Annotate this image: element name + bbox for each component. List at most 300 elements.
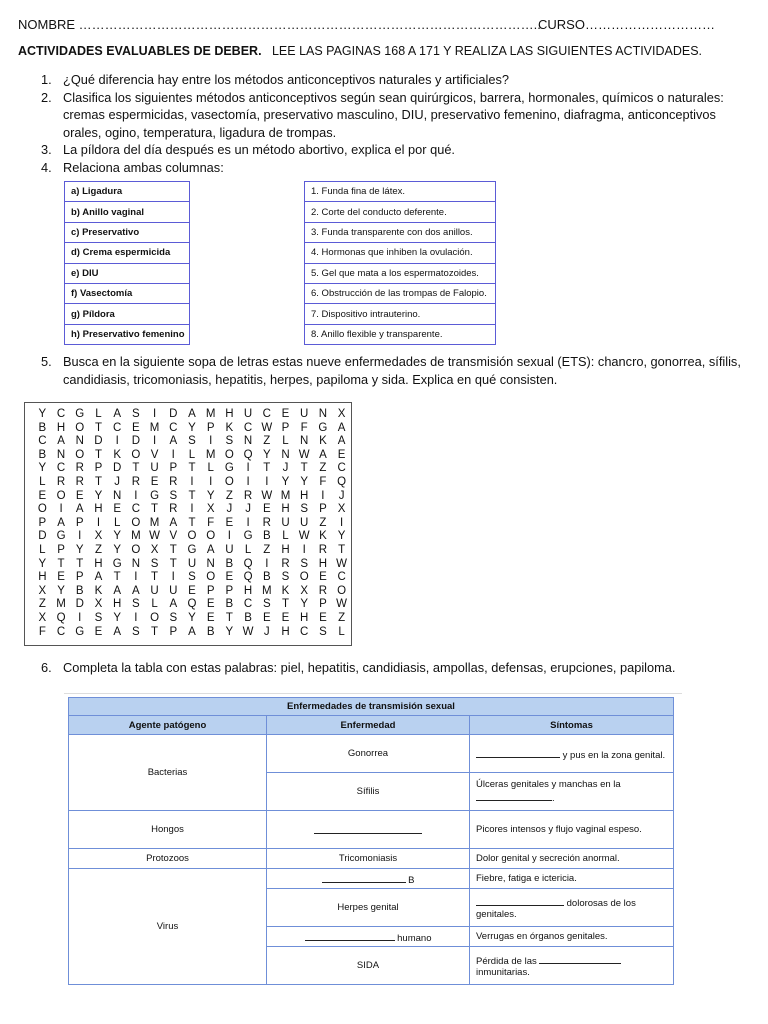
grid-letter[interactable]: I (59, 503, 63, 516)
grid-letter[interactable]: N (318, 408, 328, 420)
grid-letter[interactable]: H (318, 557, 328, 570)
grid-letter[interactable]: T (57, 557, 65, 570)
grid-letter[interactable]: L (39, 475, 46, 488)
grid-letter[interactable]: B (244, 611, 252, 624)
grid-letter[interactable]: M (131, 530, 141, 543)
grid-letter[interactable]: C (169, 421, 178, 434)
grid-letter[interactable]: G (187, 543, 197, 556)
grid-letter[interactable]: T (151, 571, 159, 584)
answer-blank[interactable] (322, 872, 406, 883)
grid-letter[interactable]: G (112, 557, 122, 570)
grid-letter[interactable]: J (338, 489, 345, 502)
grid-letter[interactable]: O (150, 611, 160, 624)
grid-letter[interactable]: T (300, 462, 308, 475)
grid-letter[interactable]: H (300, 489, 309, 502)
grid-letter[interactable]: I (246, 516, 250, 529)
grid-letter[interactable]: Z (319, 462, 327, 475)
grid-letter[interactable]: Q (243, 448, 253, 461)
grid-letter[interactable]: A (57, 435, 65, 448)
grid-letter[interactable]: Y (225, 625, 234, 638)
grid-letter[interactable]: G (75, 408, 85, 420)
grid-letter[interactable]: O (75, 448, 85, 461)
grid-letter[interactable]: Y (94, 489, 103, 502)
grid-letter[interactable]: Y (75, 543, 84, 556)
grid-letter[interactable]: B (38, 421, 47, 434)
grid-letter[interactable]: P (38, 516, 47, 529)
grid-letter[interactable]: D (75, 598, 84, 611)
grid-letter[interactable]: I (209, 475, 213, 488)
grid-letter[interactable]: T (151, 503, 159, 516)
grid-letter[interactable]: S (225, 435, 234, 448)
grid-letter[interactable]: R (281, 557, 290, 570)
grid-letter[interactable]: P (75, 571, 84, 584)
grid-letter[interactable]: X (94, 598, 103, 611)
grid-letter[interactable]: I (265, 557, 269, 570)
grid-letter[interactable]: O (224, 475, 234, 488)
grid-letter[interactable]: R (75, 462, 84, 475)
grid-letter[interactable]: I (134, 611, 138, 624)
grid-letter[interactable]: A (113, 625, 121, 638)
grid-letter[interactable]: O (56, 489, 66, 502)
grid-letter[interactable]: U (243, 408, 253, 420)
grid-letter[interactable]: E (132, 421, 140, 434)
grid-letter[interactable]: S (150, 557, 159, 570)
grid-letter[interactable]: U (300, 408, 309, 420)
grid-letter[interactable]: E (262, 611, 271, 624)
grid-letter[interactable]: M (149, 421, 160, 434)
grid-letter[interactable]: C (56, 625, 66, 638)
grid-letter[interactable]: Y (300, 598, 309, 611)
grid-letter[interactable]: O (299, 571, 309, 584)
grid-letter[interactable]: I (78, 611, 82, 624)
grid-letter[interactable]: Y (113, 543, 121, 556)
grid-letter[interactable]: W (261, 421, 273, 434)
grid-letter[interactable]: E (57, 571, 65, 584)
grid-letter[interactable]: J (245, 503, 251, 516)
grid-letter[interactable]: R (75, 475, 84, 488)
grid-letter[interactable]: Z (38, 598, 46, 611)
grid-letter[interactable]: H (281, 503, 290, 516)
grid-letter[interactable]: S (132, 625, 140, 638)
grid-letter[interactable]: B (262, 571, 271, 584)
grid-letter[interactable]: G (150, 489, 160, 502)
grid-letter[interactable]: W (149, 530, 160, 543)
grid-letter[interactable]: O (37, 503, 47, 516)
grid-letter[interactable]: V (169, 530, 178, 543)
grid-letter[interactable]: Z (338, 611, 346, 624)
grid-letter[interactable]: Y (38, 462, 47, 475)
grid-letter[interactable]: P (57, 543, 65, 556)
grid-letter[interactable]: F (207, 516, 215, 529)
grid-letter[interactable]: A (169, 598, 178, 611)
grid-letter[interactable]: F (38, 625, 46, 638)
grid-letter[interactable]: K (113, 448, 121, 461)
grid-letter[interactable]: T (151, 625, 159, 638)
grid-letter[interactable]: F (300, 421, 308, 434)
grid-letter[interactable]: N (75, 435, 84, 448)
grid-letter[interactable]: M (56, 598, 66, 611)
word-search-row (33, 476, 351, 490)
grid-letter[interactable]: W (298, 530, 310, 543)
grid-letter[interactable]: G (224, 462, 234, 475)
grid-letter[interactable]: H (94, 557, 103, 570)
grid-letter[interactable]: V (150, 448, 159, 461)
grid-letter[interactable]: O (206, 571, 216, 584)
grid-letter[interactable]: D (169, 408, 178, 420)
grid-letter[interactable]: M (261, 584, 272, 597)
grid-letter[interactable]: M (205, 448, 216, 461)
grid-letter[interactable]: I (227, 530, 231, 543)
grid-letter[interactable]: K (319, 530, 327, 543)
grid-letter[interactable]: I (115, 435, 119, 448)
grid-letter[interactable]: Q (243, 571, 253, 584)
grid-letter[interactable]: I (246, 475, 250, 488)
grid-letter[interactable]: T (169, 557, 177, 570)
grid-letter[interactable]: P (225, 584, 234, 597)
grid-letter[interactable]: U (169, 584, 178, 597)
grid-letter[interactable]: Q (56, 611, 66, 624)
grid-letter[interactable]: Z (319, 516, 327, 529)
answer-blank[interactable] (476, 895, 564, 906)
grid-letter[interactable]: R (243, 489, 253, 502)
grid-letter[interactable]: A (169, 435, 178, 448)
grid-letter[interactable]: L (282, 435, 289, 448)
grid-letter[interactable]: U (150, 462, 159, 475)
grid-letter[interactable]: Y (113, 530, 121, 543)
grid-letter[interactable]: T (263, 462, 271, 475)
grid-letter[interactable]: Z (225, 489, 233, 502)
grid-letter[interactable]: B (38, 448, 47, 461)
grid-letter[interactable]: A (113, 584, 121, 597)
grid-letter[interactable]: Y (300, 475, 309, 488)
grid-letter[interactable]: A (169, 516, 178, 529)
grid-letter[interactable]: Z (94, 543, 102, 556)
grid-letter[interactable]: U (225, 543, 234, 556)
grid-letter[interactable]: J (114, 475, 121, 488)
grid-letter[interactable]: N (56, 448, 66, 461)
grid-letter[interactable]: Z (263, 543, 271, 556)
grid-letter[interactable]: C (113, 421, 122, 434)
grid-letter[interactable]: Y (38, 557, 47, 570)
grid-letter[interactable]: S (188, 571, 196, 584)
grid-letter[interactable]: S (319, 625, 327, 638)
grid-letter[interactable]: S (262, 598, 271, 611)
grid-letter[interactable]: J (263, 625, 270, 638)
question-text: La píldora del día después es un método abortivo, explica el por qué. (63, 142, 455, 157)
grid-letter[interactable]: D (38, 530, 47, 543)
grid-letter[interactable]: P (94, 462, 103, 475)
grid-letter[interactable]: E (188, 584, 196, 597)
grid-letter[interactable]: S (132, 408, 140, 420)
grid-letter[interactable]: H (225, 408, 234, 420)
grid-letter[interactable]: T (281, 598, 289, 611)
grid-letter[interactable]: I (190, 475, 194, 488)
grid-letter[interactable]: E (38, 489, 47, 502)
grid-letter[interactable]: A (113, 408, 121, 420)
grid-letter[interactable]: C (56, 462, 66, 475)
grid-letter[interactable]: B (206, 625, 215, 638)
grid-letter[interactable]: O (131, 516, 141, 529)
grid-letter[interactable]: T (225, 611, 233, 624)
grid-letter[interactable]: O (131, 543, 141, 556)
grid-letter[interactable]: E (150, 475, 159, 488)
answer-blank[interactable] (314, 823, 422, 834)
grid-letter[interactable]: Q (243, 557, 253, 570)
grid-letter[interactable]: P (169, 625, 178, 638)
answer-blank[interactable] (305, 930, 395, 941)
grid-letter[interactable]: M (149, 516, 160, 529)
grid-letter[interactable]: T (188, 489, 196, 502)
grid-letter[interactable]: C (243, 598, 253, 611)
grid-letter[interactable]: A (132, 584, 140, 597)
grid-letter[interactable]: L (95, 408, 102, 420)
grid-letter[interactable]: S (94, 611, 103, 624)
grid-letter[interactable]: X (38, 584, 47, 597)
grid-letter[interactable]: L (113, 516, 121, 529)
grid-letter[interactable]: L (282, 530, 289, 543)
grid-letter[interactable]: J (282, 462, 289, 475)
grid-letter[interactable]: Y (281, 475, 290, 488)
grid-letter[interactable]: E (113, 503, 121, 516)
grid-letter[interactable]: I (340, 516, 344, 529)
grid-letter[interactable]: S (281, 571, 290, 584)
grid-letter[interactable]: R (262, 516, 271, 529)
grid-letter[interactable]: D (94, 435, 103, 448)
grid-letter[interactable]: S (132, 598, 140, 611)
agent-bacterias: Bacterias (69, 735, 267, 811)
grid-letter[interactable]: K (319, 435, 327, 448)
grid-letter[interactable]: W (242, 625, 254, 638)
grid-letter[interactable]: B (262, 530, 271, 543)
grid-letter[interactable]: R (56, 475, 66, 488)
grid-letter[interactable]: U (187, 557, 197, 570)
grid-letter[interactable]: I (96, 516, 101, 529)
grid-letter[interactable]: E (337, 448, 346, 461)
grid-letter[interactable]: C (56, 408, 66, 420)
answer-blank[interactable] (476, 747, 560, 758)
grid-letter[interactable]: C (38, 435, 47, 448)
grid-letter[interactable]: I (321, 489, 325, 502)
grid-letter[interactable]: I (190, 503, 194, 516)
grid-letter[interactable]: L (207, 462, 214, 475)
grid-letter[interactable]: D (131, 435, 141, 448)
grid-letter[interactable]: E (281, 611, 290, 624)
grid-letter[interactable]: G (75, 625, 85, 638)
grid-letter[interactable]: H (243, 584, 253, 597)
grid-letter[interactable]: T (338, 543, 346, 556)
grid-letter[interactable]: Z (263, 435, 271, 448)
grid-letter[interactable]: Y (262, 448, 271, 461)
grid-letter[interactable]: R (131, 475, 141, 488)
grid-letter[interactable]: H (113, 598, 122, 611)
grid-letter[interactable]: I (171, 448, 175, 461)
grid-letter[interactable]: T (188, 516, 196, 529)
grid-letter[interactable]: T (132, 462, 140, 475)
grid-letter[interactable]: Q (337, 475, 347, 488)
grid-letter[interactable]: L (39, 543, 46, 556)
grid-letter[interactable]: S (169, 489, 178, 502)
grid-letter[interactable]: B (225, 598, 234, 611)
grid-letter[interactable]: K (94, 584, 103, 597)
grid-letter[interactable]: S (169, 611, 178, 624)
grid-letter[interactable]: E (319, 611, 327, 624)
grid-letter[interactable]: A (337, 421, 346, 434)
grid-letter[interactable]: H (56, 421, 66, 434)
grid-letter[interactable]: N (206, 557, 215, 570)
grid-letter[interactable]: P (319, 598, 327, 611)
grid-letter[interactable]: N (131, 557, 141, 570)
grid-letter[interactable]: A (94, 571, 103, 584)
grid-letter[interactable]: S (300, 503, 309, 516)
grid-letter[interactable]: L (244, 543, 252, 556)
grid-letter[interactable]: W (261, 489, 273, 502)
grid-letter[interactable]: X (337, 408, 346, 420)
grid-letter[interactable]: C (262, 408, 271, 420)
grid-letter[interactable]: W (298, 448, 310, 461)
grid-letter[interactable]: I (209, 435, 213, 448)
grid-letter[interactable]: C (300, 625, 309, 638)
grid-letter[interactable]: R (169, 503, 178, 516)
grid-letter[interactable]: E (206, 598, 215, 611)
grid-letter[interactable]: A (75, 503, 84, 516)
grid-letter[interactable]: G (243, 530, 253, 543)
grid-letter[interactable]: A (337, 435, 346, 448)
grid-letter[interactable]: T (113, 571, 121, 584)
grid-letter[interactable]: I (152, 408, 157, 420)
grid-letter[interactable]: W (336, 598, 348, 611)
grid-letter[interactable]: P (281, 421, 290, 434)
grid-letter[interactable]: G (56, 530, 66, 543)
grid-letter[interactable]: A (57, 516, 65, 529)
grid-letter[interactable]: T (169, 543, 177, 556)
grid-letter[interactable]: Y (188, 611, 196, 624)
grid-letter[interactable]: Y (113, 611, 121, 624)
grid-letter[interactable]: C (131, 503, 141, 516)
grid-letter[interactable]: E (225, 516, 234, 529)
grid-letter[interactable]: O (337, 584, 347, 597)
grid-letter[interactable]: H (300, 611, 309, 624)
grid-letter[interactable]: C (337, 462, 346, 475)
grid-letter[interactable]: P (75, 516, 84, 529)
grid-letter[interactable]: D (113, 462, 122, 475)
grid-letter[interactable]: E (206, 611, 215, 624)
grid-letter[interactable]: X (150, 543, 159, 556)
grid-letter[interactable]: I (134, 489, 138, 502)
grid-letter[interactable]: H (281, 625, 290, 638)
grid-letter[interactable]: T (94, 448, 102, 461)
answer-blank[interactable] (476, 790, 552, 801)
grid-letter[interactable]: S (188, 435, 196, 448)
grid-letter[interactable]: I (246, 462, 250, 475)
grid-letter[interactable]: N (243, 435, 253, 448)
grid-letter[interactable]: F (319, 475, 327, 488)
grid-letter[interactable]: O (131, 448, 141, 461)
grid-letter[interactable]: Y (57, 584, 65, 597)
grid-letter[interactable]: C (243, 421, 253, 434)
word-search-row (33, 598, 351, 612)
grid-letter[interactable]: L (188, 448, 196, 461)
grid-letter[interactable]: U (300, 516, 309, 529)
grid-letter[interactable]: U (281, 516, 290, 529)
grid-letter[interactable]: R (318, 584, 328, 597)
grid-letter[interactable]: Q (187, 598, 197, 611)
grid-letter[interactable]: H (281, 543, 290, 556)
grid-letter[interactable]: I (171, 571, 175, 584)
grid-letter[interactable]: I (152, 435, 157, 448)
grid-letter[interactable]: N (281, 448, 290, 461)
grid-letter[interactable]: L (151, 598, 158, 611)
grid-letter[interactable]: T (94, 421, 102, 434)
grid-letter[interactable]: N (300, 435, 309, 448)
grid-letter[interactable]: P (206, 584, 215, 597)
grid-letter[interactable]: E (94, 625, 103, 638)
grid-letter[interactable]: G (318, 421, 328, 434)
grid-letter[interactable]: R (169, 475, 178, 488)
grid-letter[interactable]: X (300, 584, 309, 597)
grid-letter[interactable]: T (94, 475, 102, 488)
grid-letter[interactable]: M (280, 489, 291, 502)
grid-letter[interactable]: E (319, 571, 327, 584)
grid-letter[interactable]: E (281, 408, 290, 420)
grid-letter[interactable]: Y (38, 408, 47, 420)
grid-letter[interactable]: X (206, 503, 215, 516)
grid-letter[interactable]: A (188, 408, 196, 420)
grid-letter[interactable]: K (225, 421, 234, 434)
grid-letter[interactable]: E (262, 503, 271, 516)
grid-letter[interactable]: U (150, 584, 159, 597)
grid-letter[interactable]: J (226, 503, 233, 516)
grid-letter[interactable]: I (265, 475, 269, 488)
grid-letter[interactable]: C (337, 571, 346, 584)
grid-letter[interactable]: B (225, 557, 234, 570)
grid-letter[interactable]: P (319, 503, 327, 516)
grid-letter[interactable]: E (75, 489, 84, 502)
grid-letter[interactable]: L (338, 625, 345, 638)
grid-letter[interactable]: P (206, 421, 215, 434)
grid-letter[interactable]: X (38, 611, 47, 624)
grid-letter[interactable]: R (318, 543, 328, 556)
grid-letter[interactable]: P (169, 462, 178, 475)
grid-letter[interactable]: X (337, 503, 346, 516)
grid-letter[interactable]: A (319, 448, 327, 461)
grid-letter[interactable]: H (94, 503, 103, 516)
grid-letter[interactable]: O (224, 448, 234, 461)
grid-letter[interactable]: N (113, 489, 122, 502)
grid-letter[interactable]: I (134, 571, 138, 584)
grid-letter[interactable]: Y (337, 530, 346, 543)
grid-letter[interactable]: T (188, 462, 196, 475)
grid-letter[interactable]: A (188, 625, 196, 638)
grid-letter[interactable]: Y (188, 421, 196, 434)
grid-letter[interactable]: H (38, 571, 47, 584)
grid-letter[interactable]: A (206, 543, 215, 556)
answer-blank[interactable] (539, 953, 621, 964)
grid-letter[interactable]: T (76, 557, 84, 570)
grid-letter[interactable]: O (187, 530, 197, 543)
grid-letter[interactable]: I (302, 543, 306, 556)
grid-letter[interactable]: M (205, 408, 216, 420)
grid-letter[interactable]: B (75, 584, 84, 597)
grid-letter[interactable]: Y (206, 489, 215, 502)
grid-letter[interactable]: I (78, 530, 82, 543)
grid-letter[interactable]: W (336, 557, 348, 570)
grid-letter[interactable]: S (300, 557, 309, 570)
grid-letter[interactable]: E (225, 571, 234, 584)
grid-letter[interactable]: K (281, 584, 290, 597)
grid-letter[interactable]: O (206, 530, 216, 543)
grid-letter[interactable]: X (94, 530, 103, 543)
grid-letter[interactable]: O (75, 421, 85, 434)
